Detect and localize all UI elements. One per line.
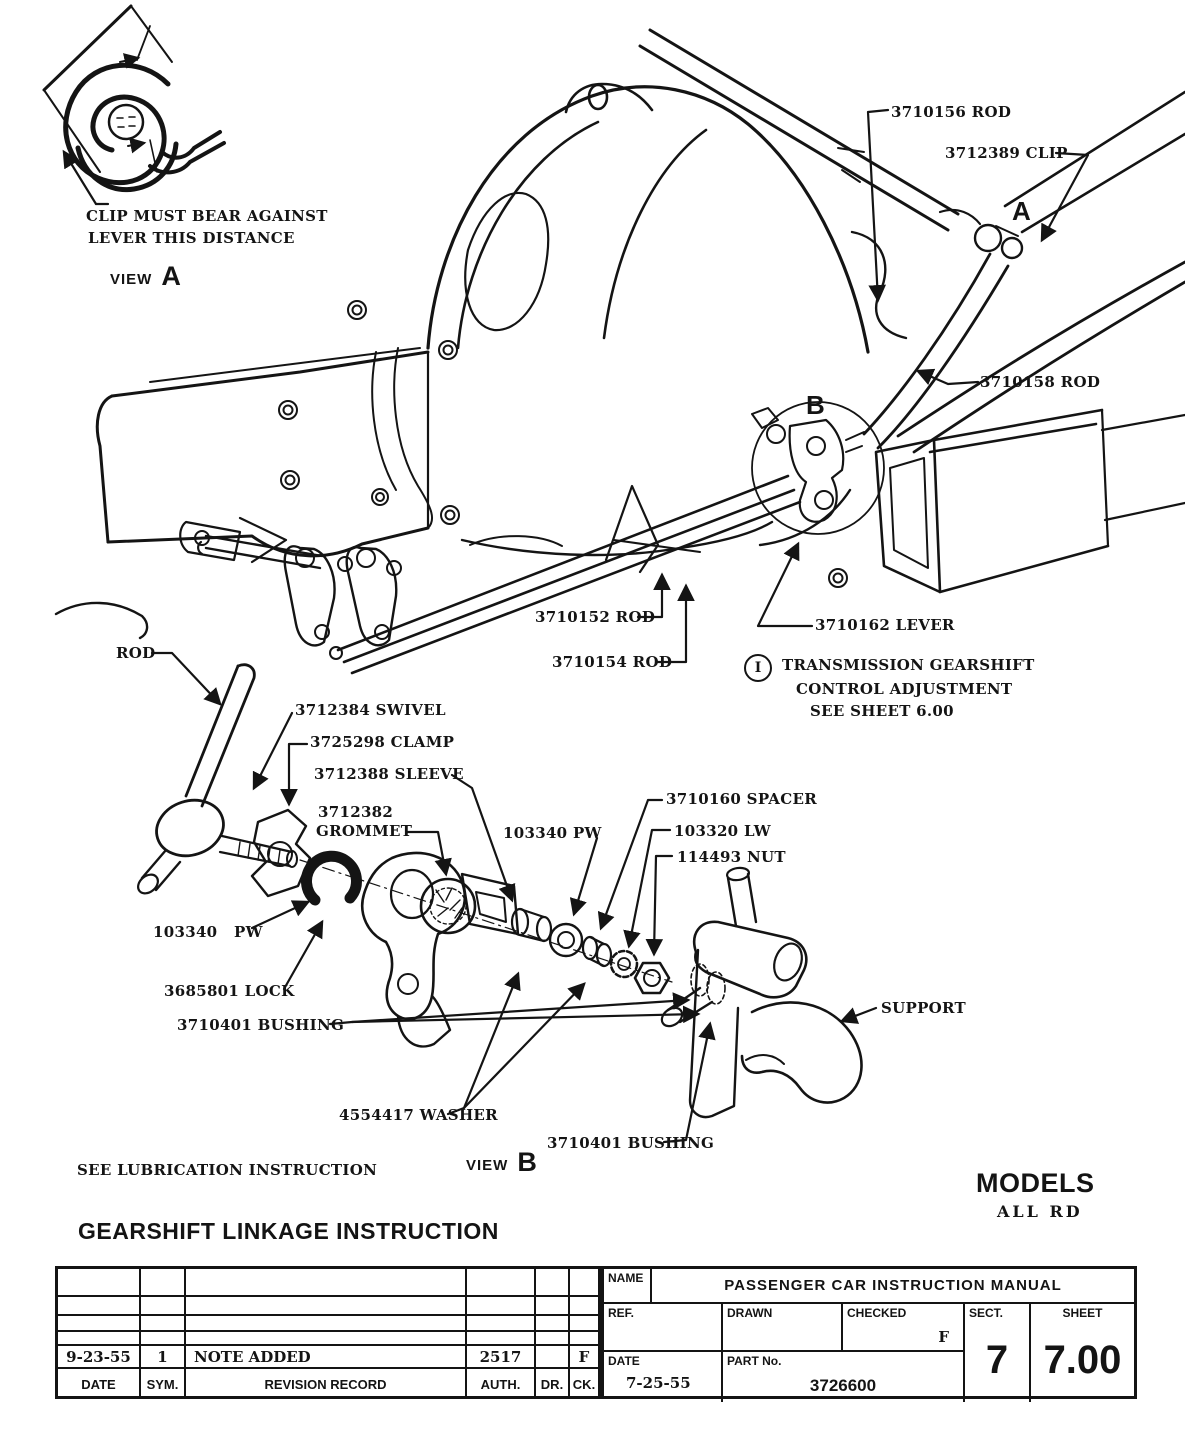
callout-grommet-number: 3712382	[318, 803, 394, 821]
view-b-caption-word: VIEW	[466, 1156, 509, 1174]
callout-support: SUPPORT	[881, 999, 967, 1017]
revision-entry-auth: 2517	[467, 1344, 536, 1367]
models-heading: MODELS	[976, 1168, 1095, 1198]
drawn-cell	[723, 1302, 843, 1350]
adjustment-note-line3: SEE SHEET 6.00	[810, 702, 954, 720]
revision-header-record: REVISION RECORD	[186, 1367, 467, 1399]
callout-lock-3685801: 3685801 LOCK	[164, 982, 295, 1000]
callout-rod-3710152: 3710152 ROD	[535, 608, 656, 626]
view-a-note-line2: LEVER THIS DISTANCE	[88, 229, 295, 247]
adjustment-note-line1: TRANSMISSION GEARSHIFT	[782, 656, 1035, 674]
callout-lever-3710162: 3710162 LEVER	[815, 616, 955, 634]
ref-label: REF.	[608, 1306, 635, 1320]
view-a-caption-word: VIEW	[110, 270, 153, 288]
view-b-caption-letter: B	[517, 1147, 537, 1177]
part-cell	[723, 1350, 965, 1402]
ref-cell	[604, 1302, 723, 1350]
revision-entry-date: 9-23-55	[58, 1344, 141, 1367]
drawn-label: DRAWN	[727, 1306, 773, 1320]
revision-header-date: DATE	[58, 1367, 141, 1399]
sheet-value: 7.00	[1043, 1338, 1122, 1382]
view-a-caption-letter: A	[161, 261, 181, 291]
callout-lw-103320: 103320 LW	[674, 822, 771, 840]
sheet-cell	[1031, 1302, 1134, 1402]
callout-rod-3710154: 3710154 ROD	[552, 653, 673, 671]
adjustment-note-symbol	[744, 654, 772, 682]
revision-header-dr: DR.	[536, 1367, 570, 1399]
sect-label: SECT.	[969, 1306, 1004, 1320]
callout-nut-114493: 114493 NUT	[677, 848, 786, 866]
page-title: GEARSHIFT LINKAGE INSTRUCTION	[78, 1218, 499, 1244]
callout-clip-3712389: 3712389 CLIP	[945, 144, 1068, 162]
checked-label: CHECKED	[847, 1306, 907, 1320]
date-value: 7-25-55	[626, 1374, 691, 1392]
callout-sleeve-3712388: 3712388 SLEEVE	[314, 765, 464, 783]
adjustment-note-symbol-letter: I	[754, 660, 762, 676]
revision-header-ck: CK.	[570, 1367, 598, 1399]
name-label: NAME	[604, 1269, 652, 1302]
exploded-linkage-parts	[134, 665, 861, 1117]
checked-value: F	[938, 1328, 949, 1346]
view-a-caption	[110, 261, 181, 291]
revision-record-table	[55, 1266, 601, 1399]
view-a-clip-detail	[44, 6, 224, 204]
callout-rod: ROD	[116, 644, 156, 662]
callout-spacer-3710160: 3710160 SPACER	[666, 790, 817, 808]
sect-value: 7	[985, 1338, 1009, 1382]
revision-entry-dr	[536, 1344, 570, 1367]
revision-header-auth: AUTH.	[467, 1367, 536, 1399]
view-b-caption	[466, 1147, 537, 1177]
revision-entry-ck: F	[570, 1344, 598, 1367]
callout-clamp-3725298: 3725298 CLAMP	[310, 733, 455, 751]
callout-rod-3710156: 3710156 ROD	[891, 103, 1012, 121]
revision-header-sym: SYM.	[141, 1367, 186, 1399]
callout-pw-lower: 103340 PW	[153, 923, 263, 941]
transmission-assembly	[56, 30, 1185, 673]
part-value: 3726600	[809, 1376, 877, 1395]
sheet-label: SHEET	[1062, 1306, 1103, 1320]
adjustment-note-line2: CONTROL ADJUSTMENT	[796, 680, 1013, 698]
name-value: PASSENGER CAR INSTRUCTION MANUAL	[724, 1277, 1062, 1294]
callout-bushing-right: 3710401 BUSHING	[547, 1134, 715, 1152]
sect-cell	[965, 1302, 1031, 1402]
detail-marker-a: A	[1012, 196, 1031, 226]
models-detail: ALL RD	[997, 1202, 1083, 1221]
lubrication-note: SEE LUBRICATION INSTRUCTION	[77, 1161, 378, 1179]
callout-pw-upper: 103340 PW	[503, 824, 602, 842]
detail-marker-b: B	[806, 390, 825, 420]
date-label: DATE	[608, 1354, 640, 1368]
callout-bushing-left: 3710401 BUSHING	[177, 1016, 345, 1034]
callout-rod-3710158: 3710158 ROD	[980, 373, 1101, 391]
callout-washer-4554417: 4554417 WASHER	[339, 1106, 498, 1124]
date-cell	[604, 1350, 723, 1402]
view-a-note-line1: CLIP MUST BEAR AGAINST	[86, 207, 328, 225]
revision-entry-sym: 1	[141, 1344, 186, 1367]
drawing-info-block	[601, 1266, 1137, 1399]
revision-entry-record: NOTE ADDED	[186, 1344, 467, 1367]
checked-cell	[843, 1302, 965, 1350]
callout-grommet-word: GROMMET	[316, 822, 413, 840]
callout-swivel-3712384: 3712384 SWIVEL	[295, 701, 446, 719]
part-label: PART No.	[727, 1354, 782, 1368]
